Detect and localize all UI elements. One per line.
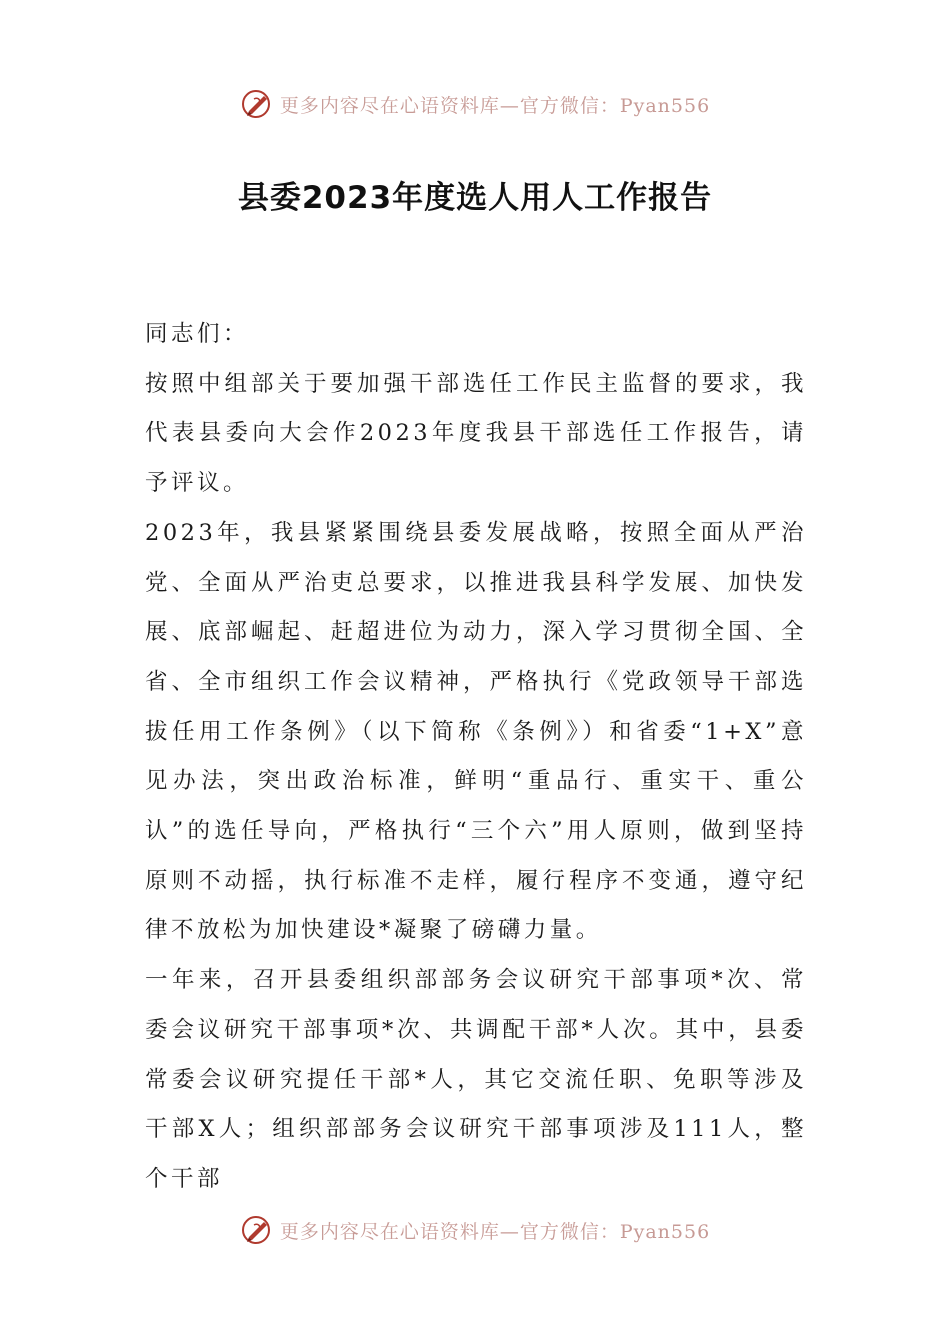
salutation: 同志们：	[145, 321, 250, 347]
document-title: 县委2023年度选人用人工作报告	[237, 180, 713, 216]
watermark-header	[0, 84, 950, 124]
watermark-text: 更多内容尽在心语资料库—官方微信：Pyan556	[279, 94, 711, 117]
pen-logo-icon	[240, 1213, 274, 1247]
paragraph: 一年来，召开县委组织部部务会议研究干部事项*次、常委会议研究干部事项*次、共调配干部*人次。其中，县委常委会议研究提任干部*人，其它交流任职、免职等涉及干部X人；组织部部务会议研究干部事项涉及111人，整个干部	[145, 967, 807, 1192]
paragraph: 按照中组部关于要加强干部选任工作民主监督的要求，我代表县委向大会作2023年度我县干部选任工作报告，请予评议。	[145, 370, 807, 497]
paragraph: 2023年，我县紧紧围绕县委发展战略，按照全面从严治党、全面从严治吏总要求，以推进我县科学发展、加快发展、底部崛起、赶超进位为动力，深入学习贯彻全国、全省、全市组织工作会议精神，严格执行《党政领导干部选拔任用工作条例》（以下简称《条例》）和省委“1+X”意见办法，突出政治标准，鲜明“重品行、重实干、重公认”的选任导向，严格执行“三个六”用人原则，做到坚持原则不动摇，执行标准不走样，履行程序不变通，遵守纪律不放松为加快建设*凝聚了磅礴力量。	[145, 519, 807, 944]
watermark-footer	[0, 1210, 950, 1250]
watermark-text: 更多内容尽在心语资料库—官方微信：Pyan556	[279, 1220, 711, 1243]
pen-logo-icon	[240, 87, 274, 121]
document-body	[145, 310, 807, 1205]
